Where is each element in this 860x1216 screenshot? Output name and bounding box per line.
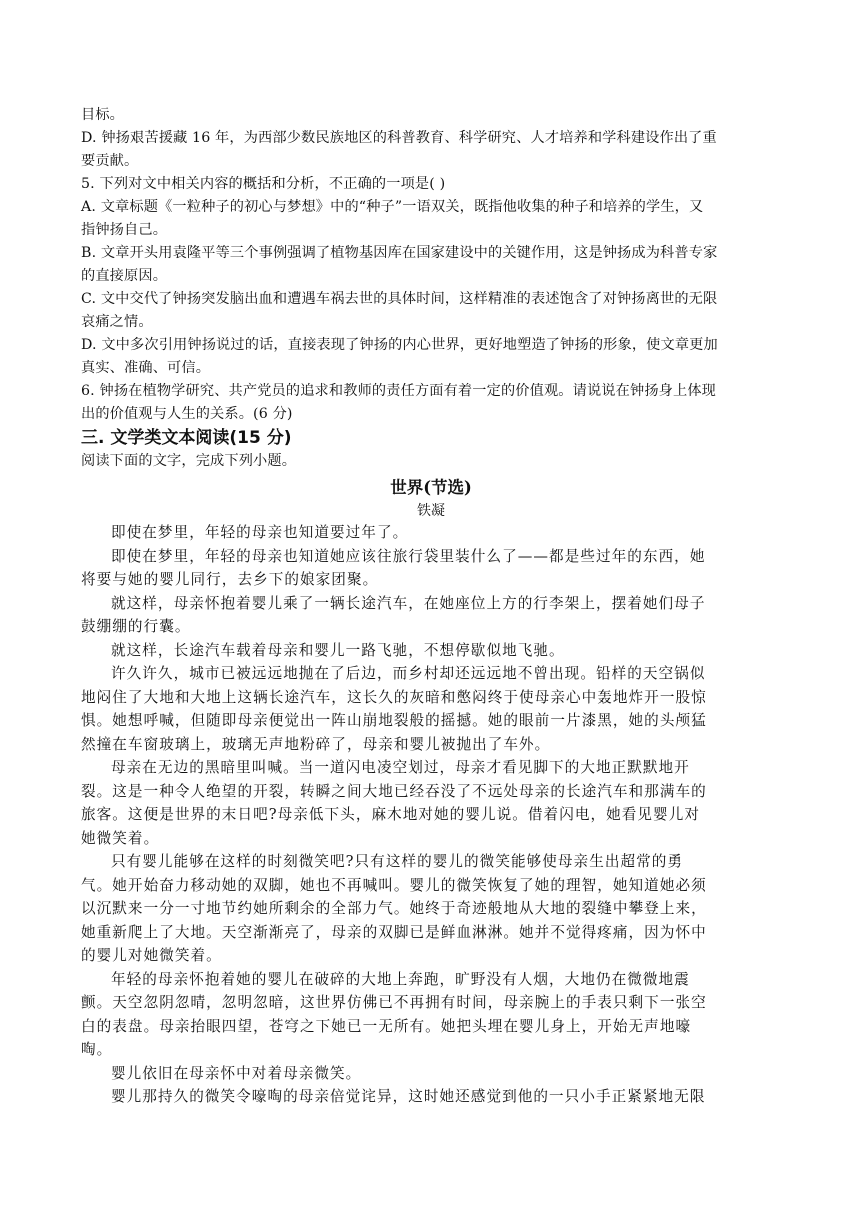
q4-option-d-line: 要贡献。 [81,153,139,169]
story-line: 白的表盘。母亲抬眼四望，苍穹之下她已一无所有。她把头埋在婴儿身上，开始无声地嚎 [81,1017,692,1035]
story-line: 年轻的母亲怀抱着她的婴儿在破碎的大地上奔跑，旷野没有人烟，大地仍在微微地震 [111,970,690,988]
story-line: 裂。这是一种令人绝望的开裂，转瞬之间大地已经吞没了不远处母亲的长途汽车和那满车的 [81,782,707,800]
story-line: 只有婴儿能够在这样的时刻微笑吧?只有这样的婴儿的微笑能够使母亲生出超常的勇 [111,853,684,870]
story-line: 将要与她的婴儿同行，去乡下的娘家团聚。 [81,571,379,588]
article-author: 铁凝 [417,503,445,519]
q5-option-a: 指钟扬自己。 [81,222,168,238]
q5-option-c: 哀痛之情。 [81,314,153,330]
section-instruction: 阅读下面的文字，完成下列小题。 [81,453,297,469]
q5-option-d: D. 文中多次引用钟扬说过的话，直接表现了钟扬的内心世界，更好地塑造了钟扬的形象，使文章更加 [81,337,718,353]
story-body [81,521,781,1109]
story-line: 她重新爬上了大地。天空渐渐亮了，母亲的双脚已是鲜血淋淋。她并不觉得疼痛，因为怀中 [81,923,707,941]
section-heading: 三. 文学类文本阅读(15 分) [81,428,292,448]
article-title: 世界(节选) [390,478,472,497]
q6-stem: 6. 钟扬在植物学研究、共产党员的追求和教师的责任方面有着一定的价值观。请说说在钟扬身上体现 [81,383,717,399]
story-line: 然撞在车窗玻璃上，玻璃无声地粉碎了，母亲和婴儿被抛出了车外。 [81,735,551,753]
story-line: 婴儿依旧在母亲怀中对着母亲微笑。 [111,1064,362,1082]
story-line: 母亲在无边的黑暗里叫喊。当一道闪电凌空划过，母亲才看见脚下的大地正默默地开 [111,759,690,776]
story-line: 即使在梦里，年轻的母亲也知道她应该往旅行袋里装什么了——都是些过年的东西，她 [111,547,706,565]
story-line: 以沉默来一分一寸地节约她所剩余的全部力气。她终于奇迹般地从大地的裂缝中攀登上来， [81,900,707,917]
story-line: 啕。 [81,1041,113,1058]
q5-option-c: C. 文中交代了钟扬突发脑出血和遭遇车祸去世的具体时间，这样精准的表述饱含了对钟扬离世的无限 [81,291,718,307]
q5-option-a: A. 文章标题《一粒种子的初心与梦想》中的“种子”一语双关，既指他收集的种子和培养的学生，又 [81,199,704,215]
story-line: 她微笑着。 [81,829,160,847]
story-line: 就这样，长途汽车载着母亲和婴儿一路飞驰，不想停歇似地飞驰。 [111,641,565,659]
q6-stem: 出的价值观与人生的关系。(6 分) [81,406,293,422]
story-line: 气。她开始奋力移动她的双脚，她也不再喊叫。婴儿的微笑恢复了她的理智，她知道她必须 [81,876,707,894]
q4-option-d-line: D. 钟扬艰苦援藏 16 年，为西部少数民族地区的科普教育、科学研究、人才培养和学科建设作出了重 [81,130,717,146]
story-line: 鼓绷绷的行囊。 [81,618,191,635]
story-line: 旅客。这便是世界的末日吧?母亲低下头，麻木地对她的婴儿说。借着闪电，她看见婴儿对 [81,806,700,823]
q5-option-b: 的直接原因。 [81,268,168,284]
story-line: 婴儿那持久的微笑令嚎啕的母亲倍觉诧异，这时她还感觉到他的一只小手正紧紧地无限 [111,1088,706,1105]
q4-tail-line: 目标。 [81,107,125,123]
story-line: 就这样，母亲怀抱着婴儿乘了一辆长途汽车，在她座位上方的行李架上，摆着她们母子 [111,594,706,612]
q5-stem: 5. 下列对文中相关内容的概括和分析，不正确的一项是( ) [81,176,446,192]
story-line: 的婴儿对她微笑着。 [81,947,222,964]
story-line: 即使在梦里，年轻的母亲也知道要过年了。 [111,524,409,541]
story-line: 颤。天空忽阴忽晴，忽明忽暗，这世界仿佛已不再拥有时间，母亲腕上的手表只剩下一张空 [81,994,707,1011]
q5-option-d: 真实、准确、可信。 [81,360,211,376]
document-body [81,104,781,1109]
story-line: 地闷住了大地和大地上这辆长途汽车，这长久的灰暗和憋闷终于使母亲心中轰地炸开一股惊 [81,688,707,706]
story-line: 惧。她想呼喊，但随即母亲便觉出一阵山崩地裂般的摇撼。她的眼前一片漆黑，她的头颅猛 [81,712,707,729]
q5-option-b: B. 文章开头用袁隆平等三个事例强调了植物基因库在国家建设中的关键作用，这是钟扬成为科普专家 [81,245,718,261]
story-line: 许久许久，城市已被远远地抛在了后边，而乡村却还远远地不曾出现。铅样的天空锅似 [111,665,706,682]
